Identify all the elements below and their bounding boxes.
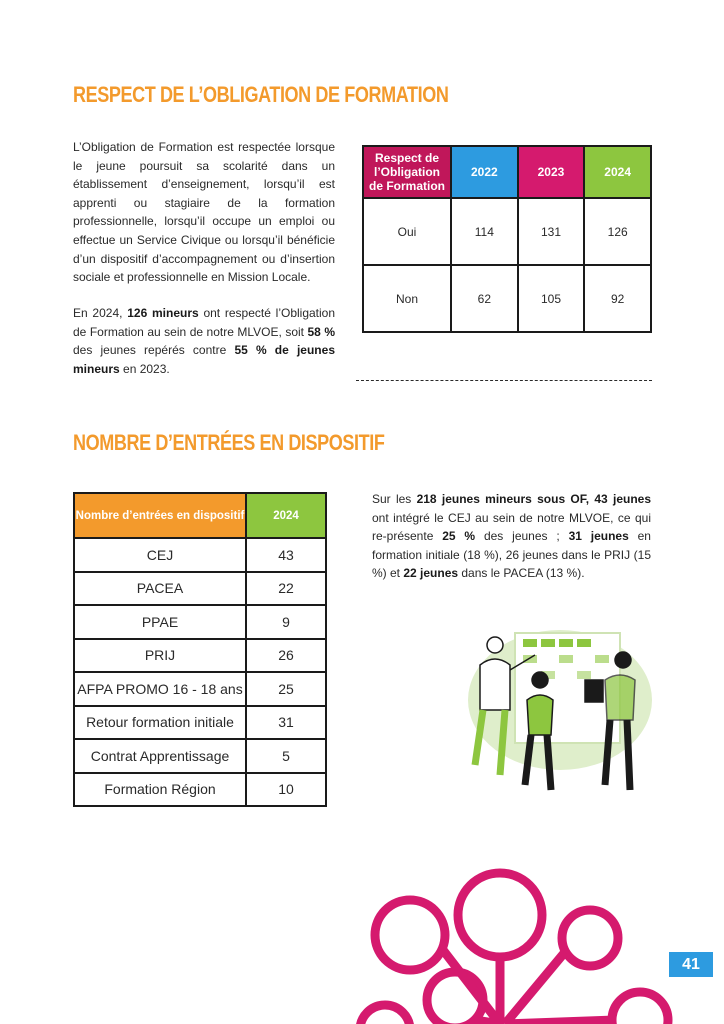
- row-label: Non: [363, 265, 451, 332]
- table-row: [74, 538, 326, 572]
- obligation-table-header-label: Respect de l’Obligation de Formation: [363, 146, 451, 198]
- table-row: [363, 198, 651, 265]
- table-row: [74, 572, 326, 606]
- cell-value: 22: [246, 572, 326, 606]
- table-row: [74, 706, 326, 740]
- table-row: [74, 605, 326, 639]
- table-row: [74, 639, 326, 673]
- cell-value: 131: [518, 198, 585, 265]
- row-label: Contrat Apprentissage: [74, 739, 246, 773]
- cell-value: 114: [451, 198, 518, 265]
- obligation-table-header-2022: 2022: [451, 146, 518, 198]
- section-heading-entrees: NOMBRE D’ENTRÉES EN DISPOSITIF: [73, 430, 385, 455]
- entrees-table-header-year: 2024: [246, 493, 326, 538]
- cell-value: 62: [451, 265, 518, 332]
- cell-value: 31: [246, 706, 326, 740]
- row-label: PRIJ: [74, 639, 246, 673]
- table-row: [74, 739, 326, 773]
- row-label: Formation Région: [74, 773, 246, 807]
- entrees-table: [73, 492, 327, 807]
- cell-value: 43: [246, 538, 326, 572]
- cell-value: 10: [246, 773, 326, 807]
- cell-value: 9: [246, 605, 326, 639]
- cell-value: 26: [246, 639, 326, 673]
- cell-value: 25: [246, 672, 326, 706]
- section-heading-obligation: RESPECT DE L’OBLIGATION DE FORMATION: [73, 82, 449, 107]
- cell-value: 105: [518, 265, 585, 332]
- table-row: [74, 773, 326, 807]
- cell-value: 92: [584, 265, 651, 332]
- section-divider: [356, 380, 652, 381]
- obligation-result-paragraph: En 2024, 126 mineurs ont respecté l’Obligation de Formation au sein de notre MLVOE, soit 58 % des jeunes repérés contre 55 % de jeunes mineurs en 2023.: [73, 306, 336, 376]
- row-label: AFPA PROMO 16 - 18 ans: [74, 672, 246, 706]
- page-number: 41: [669, 952, 713, 977]
- decorative-network-graphic: [355, 860, 715, 1024]
- entrees-table-header-label: Nombre d’entrées en dispositif: [74, 493, 246, 538]
- entrees-summary-paragraph: Sur les 218 jeunes mineurs sous OF, 43 jeunes ont intégré le CEJ au sein de notre MLVOE, ce qui re-présente 25 % des jeunes ; 31 jeunes en formation initiale (18 %), 26 jeunes dans le PRIJ (15 %) et 22 jeunes dans le PACEA (13 %).: [372, 492, 651, 581]
- row-label: Oui: [363, 198, 451, 265]
- row-label: Retour formation initiale: [74, 706, 246, 740]
- table-row: [363, 265, 651, 332]
- table-row: [74, 672, 326, 706]
- obligation-table-header-2023: 2023: [518, 146, 585, 198]
- row-label: PACEA: [74, 572, 246, 606]
- cell-value: 126: [584, 198, 651, 265]
- obligation-definition-paragraph: L’Obligation de Formation est respectée lorsque le jeune poursuit sa scolarité dans un établissement d’enseignement, lorsqu’il est apprenti ou stagiaire de la formation professionnelle, lorsqu’il occupe un emploi ou effectue un Service Civique ou lorsqu’il bénéficie d’un dispositif d’accompagnement ou d’insertion sociale et professionnelle en Mission Locale.: [73, 140, 335, 285]
- obligation-table-header-2024: 2024: [584, 146, 651, 198]
- obligation-table: [362, 145, 652, 333]
- row-label: PPAE: [74, 605, 246, 639]
- cell-value: 5: [246, 739, 326, 773]
- team-planning-illustration: [455, 625, 655, 805]
- row-label: CEJ: [74, 538, 246, 572]
